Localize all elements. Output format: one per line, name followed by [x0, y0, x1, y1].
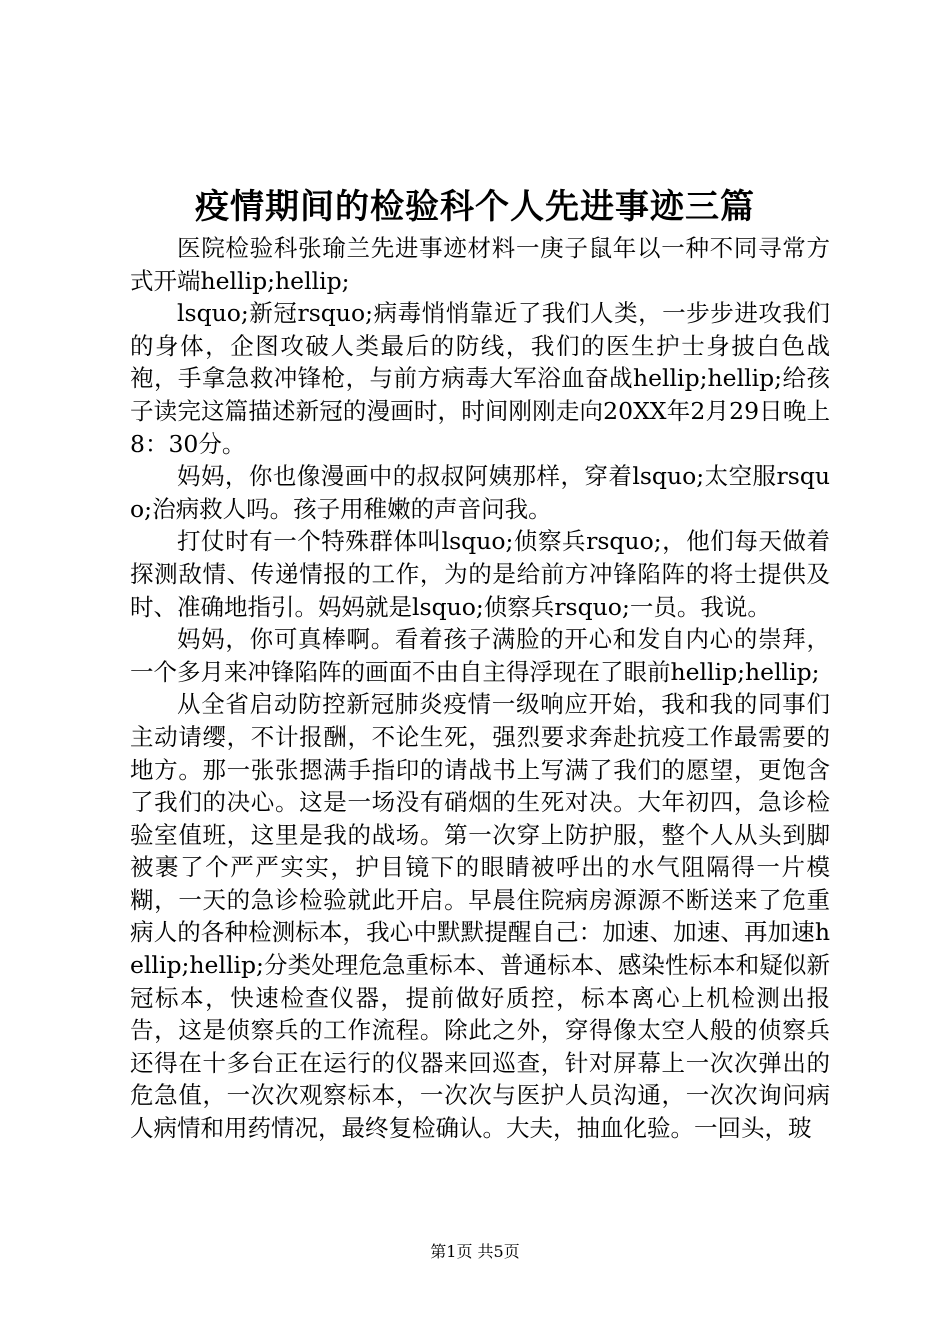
page-number-footer: 第1页 共5页	[430, 1242, 520, 1261]
document-body	[130, 232, 830, 1145]
paragraph: 从全省启动防控新冠肺炎疫情一级响应开始，我和我的同事们主动请缨，不计报酬，不论生死，强烈要求奔赴抗疫工作最需要的地方。那一张张摁满手指印的请战书上写满了我们的愿望，更饱含了我们的决心。这是一场没有硝烟的生死对决。大年初四，急诊检验室值班，这里是我的战场。第一次穿上防护服，整个人从头到脚被裹了个严严实实，护目镜下的眼睛被呼出的水气阻隔得一片模糊，一天的急诊检验就此开启。早晨住院病房源源不断送来了危重病人的各种检测标本，我心中默默提醒自己：加速、加速、再加速hellip;hellip;分类处理危急重标本、普通标本、感染性标本和疑似新冠标本，快速检查仪器，提前做好质控，标本离心上机检测出报告，这是侦察兵的工作流程。除此之外，穿得像太空人般的侦察兵还得在十多台正在运行的仪器来回巡查，针对屏幕上一次次弹出的危急值，一次次观察标本，一次次与医护人员沟通，一次次询问病人病情和用药情况，最终复检确认。大夫，抽血化验。一回头，玻	[130, 690, 830, 1143]
paragraph: 妈妈，你可真棒啊。看着孩子满脸的开心和发自内心的崇拜，一个多月来冲锋陷阵的画面不由自主得浮现在了眼前hellip;hellip;	[130, 625, 830, 686]
paragraph: 妈妈，你也像漫画中的叔叔阿姨那样，穿着lsquo;太空服rsquo;治病救人吗。孩子用稚嫩的声音问我。	[130, 462, 830, 523]
paragraph: 打仗时有一个特殊群体叫lsquo;侦察兵rsquo;，他们每天做着探测敌情、传递情报的工作，为的是给前方冲锋陷阵的将士提供及时、准确地指引。妈妈就是lsquo;侦察兵rsquo;一员。我说。	[130, 527, 830, 621]
document-title: 疫情期间的检验科个人先进事迹三篇	[195, 187, 755, 227]
paragraph: lsquo;新冠rsquo;病毒悄悄靠近了我们人类，一步步进攻我们的身体，企图攻破人类最后的防线，我们的医生护士身披白色战袍，手拿急救冲锋枪，与前方病毒大军浴血奋战hellip;hellip;给孩子读完这篇描述新冠的漫画时，时间刚刚走向20XX年2月29日晚上8：30分。	[130, 299, 830, 458]
paragraph: 医院检验科张瑜兰先进事迹材料一庚子鼠年以一种不同寻常方式开端hellip;hellip;	[130, 234, 830, 295]
